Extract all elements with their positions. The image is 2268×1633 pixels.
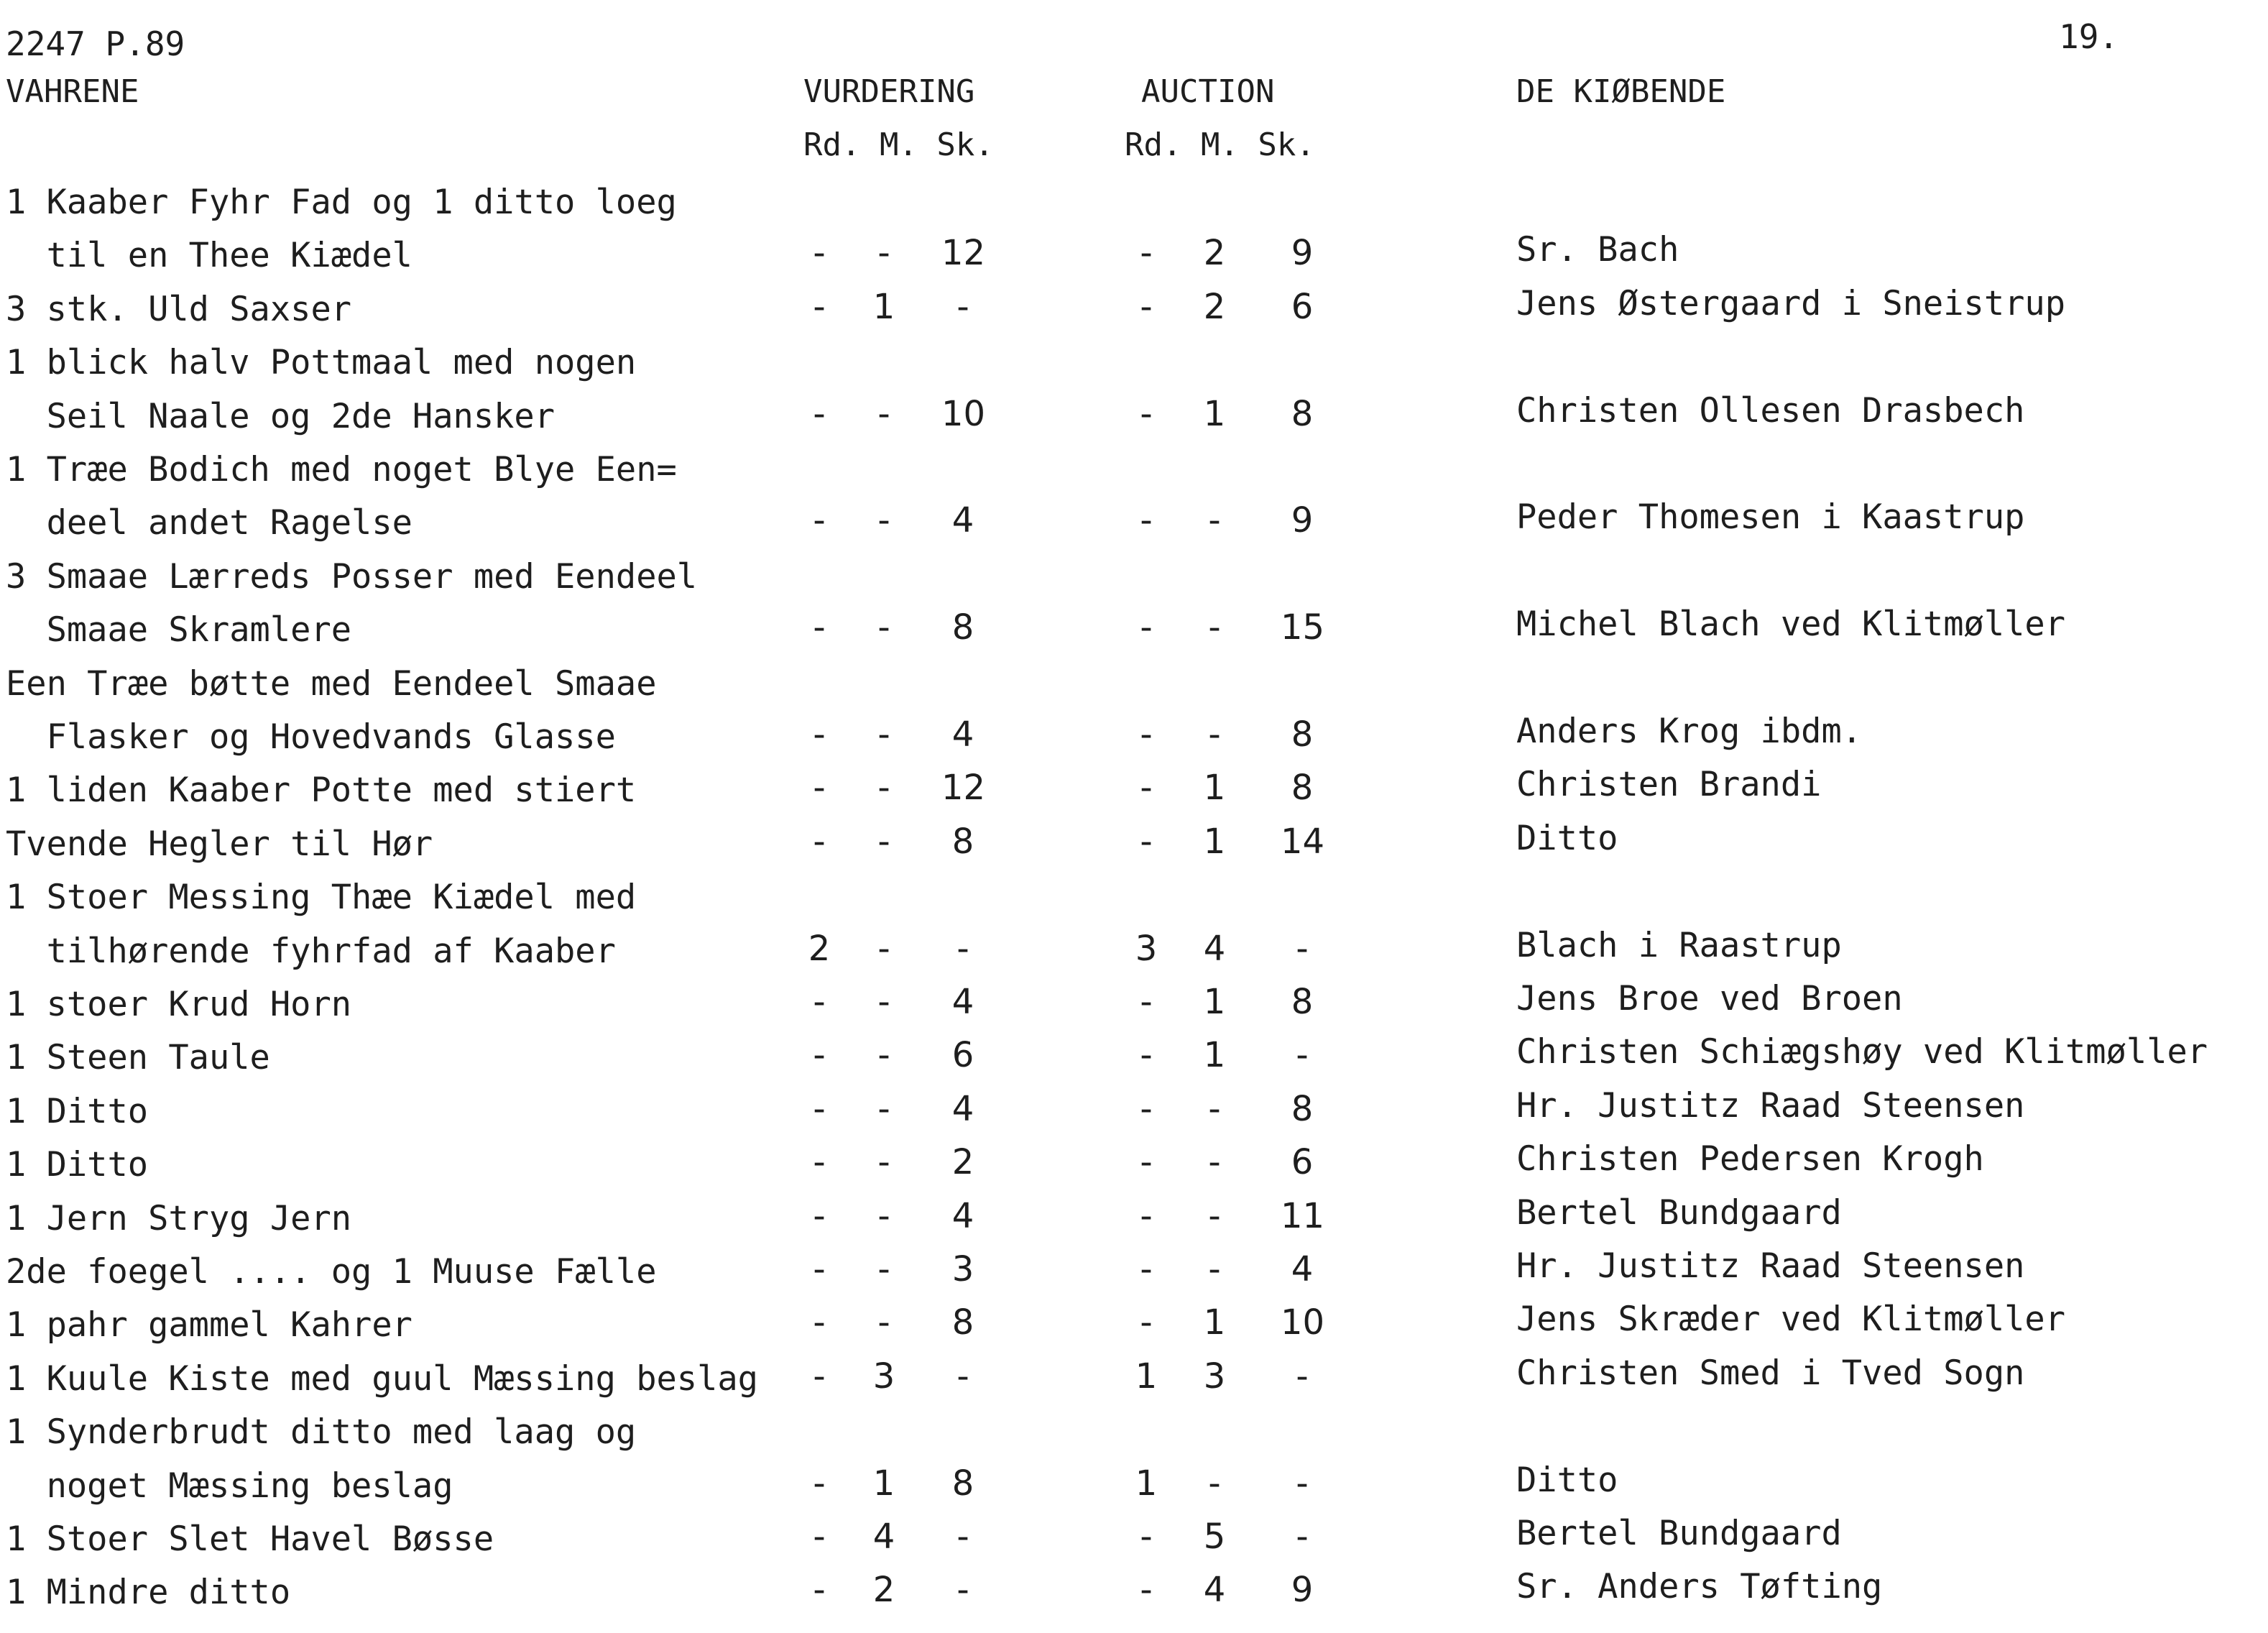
- valuation-sk-cell: 4: [951, 500, 974, 541]
- item-description-line: 1 Kuule Kiste med guul Mæssing beslag: [6, 1358, 758, 1399]
- buyer-name: Sr. Bach: [1516, 230, 1679, 270]
- valuation-rd-cell: -: [813, 1195, 826, 1236]
- item-description-line: Tvende Hegler til Hør: [6, 824, 433, 864]
- item-description-line: Smaae Skramlere: [6, 610, 352, 650]
- valuation-rd-cell: -: [813, 1356, 826, 1397]
- auction-rd-cell: -: [1140, 233, 1153, 274]
- auction-rd-cell: -: [1140, 1035, 1153, 1076]
- header-buyers: DE KIØBENDE: [1516, 73, 1726, 110]
- auction-sk-cell: 8: [1291, 768, 1314, 809]
- valuation-rd-cell: -: [813, 1035, 826, 1076]
- auction-sk-cell: -: [1296, 1463, 1309, 1504]
- valuation-rd-cell: -: [813, 1302, 826, 1343]
- buyer-name: Bertel Bundgaard: [1516, 1192, 1842, 1233]
- valuation-m-cell: 2: [872, 1570, 895, 1611]
- auction-rd-cell: -: [1140, 768, 1153, 809]
- buyer-name: Blach i Raastrup: [1516, 925, 1842, 965]
- valuation-m-cell: -: [877, 233, 890, 274]
- valuation-rd-cell: -: [813, 233, 826, 274]
- auction-sk-cell: 9: [1291, 1570, 1314, 1611]
- auction-m-cell: -: [1208, 1088, 1221, 1129]
- valuation-sk-cell: 8: [951, 607, 974, 648]
- item-description-line: 1 Jern Stryg Jern: [6, 1198, 352, 1238]
- item-description-line: 3 Smaae Lærreds Posser med Eendeel: [6, 556, 698, 597]
- valuation-rd-cell: -: [813, 1463, 826, 1504]
- valuation-sk-cell: 8: [951, 821, 974, 862]
- auction-sk-cell: -: [1296, 928, 1309, 969]
- buyer-name: Sr. Anders Tøfting: [1516, 1567, 1883, 1607]
- valuation-rd-cell: -: [813, 286, 826, 327]
- auction-rd-cell: -: [1140, 1088, 1153, 1129]
- auction-rd-cell: -: [1140, 393, 1153, 434]
- valuation-m-cell: -: [877, 1088, 890, 1129]
- valuation-m-cell: -: [877, 1302, 890, 1343]
- auction-rd-cell: -: [1140, 286, 1153, 327]
- valuation-rd-cell: -: [813, 821, 826, 862]
- auction-rd-cell: -: [1140, 1195, 1153, 1236]
- valuation-m-cell: -: [877, 928, 890, 969]
- valuation-rd-cell: -: [813, 714, 826, 755]
- valuation-sk-cell: 8: [951, 1302, 974, 1343]
- buyer-name: Ditto: [1516, 1460, 1618, 1500]
- valuation-m-cell: 1: [872, 286, 895, 327]
- valuation-m-cell: -: [877, 1142, 890, 1183]
- valuation-sk-cell: 4: [951, 714, 974, 755]
- valuation-m-cell: -: [877, 393, 890, 434]
- valuation-units: Rd. M. Sk.: [803, 126, 994, 163]
- valuation-m-cell: -: [877, 1035, 890, 1076]
- auction-rd-cell: 1: [1135, 1463, 1158, 1504]
- auction-rd-cell: -: [1140, 714, 1153, 755]
- page-number: 19.: [2059, 17, 2119, 56]
- buyer-name: Hr. Justitz Raad Steensen: [1516, 1085, 2025, 1126]
- valuation-m-cell: -: [877, 1249, 890, 1289]
- auction-rd-cell: 3: [1135, 928, 1158, 969]
- auction-rd-cell: 1: [1135, 1356, 1158, 1397]
- valuation-m-cell: -: [877, 821, 890, 862]
- auction-m-cell: -: [1208, 1195, 1221, 1236]
- auction-m-cell: 1: [1203, 982, 1226, 1022]
- item-description-line: Een Træe bøtte med Eendeel Smaae: [6, 663, 657, 704]
- auction-sk-cell: 15: [1281, 607, 1325, 648]
- auction-m-cell: 2: [1203, 286, 1226, 327]
- valuation-m-cell: 1: [872, 1463, 895, 1504]
- auction-m-cell: -: [1208, 607, 1221, 648]
- auction-sk-cell: 6: [1291, 1142, 1314, 1183]
- item-description-line: 2de foegel .... og 1 Muuse Fælle: [6, 1252, 657, 1292]
- valuation-sk-cell: -: [956, 1517, 969, 1557]
- valuation-sk-cell: 2: [951, 1142, 974, 1183]
- item-description-line: 1 Træe Bodich med noget Blye Een=: [6, 450, 677, 489]
- item-description-line: 1 blick halv Pottmaal med nogen: [6, 343, 637, 383]
- auction-m-cell: -: [1208, 1249, 1221, 1289]
- buyer-name: Christen Smed i Tved Sogn: [1516, 1353, 2025, 1393]
- auction-m-cell: 1: [1203, 1035, 1226, 1076]
- auction-sk-cell: -: [1296, 1356, 1309, 1397]
- valuation-rd-cell: -: [813, 607, 826, 648]
- valuation-rd-cell: -: [813, 982, 826, 1022]
- item-description-line: 1 Ditto: [6, 1091, 149, 1131]
- buyer-name: Jens Broe ved Broen: [1516, 979, 1903, 1018]
- auction-sk-cell: 9: [1291, 233, 1314, 274]
- item-description-line: deel andet Ragelse: [6, 503, 412, 543]
- auction-m-cell: 1: [1203, 821, 1226, 862]
- auction-sk-cell: 8: [1291, 982, 1314, 1022]
- auction-rd-cell: -: [1140, 1302, 1153, 1343]
- valuation-m-cell: -: [877, 500, 890, 541]
- valuation-rd-cell: -: [813, 1249, 826, 1289]
- item-description-line: tilhørende fyhrfad af Kaaber: [6, 931, 616, 971]
- buyer-name: Ditto: [1516, 818, 1618, 858]
- auction-m-cell: 1: [1203, 768, 1226, 809]
- valuation-sk-cell: 4: [951, 982, 974, 1022]
- item-description-line: 1 Stoer Messing Thæe Kiædel med: [6, 878, 637, 918]
- valuation-rd-cell: -: [813, 1517, 826, 1557]
- auction-m-cell: 1: [1203, 393, 1226, 434]
- valuation-m-cell: -: [877, 768, 890, 809]
- auction-m-cell: -: [1208, 1142, 1221, 1183]
- valuation-sk-cell: 6: [951, 1035, 974, 1076]
- auction-sk-cell: 14: [1281, 821, 1325, 862]
- buyer-name: Jens Østergaard i Sneistrup: [1516, 283, 2066, 323]
- buyer-name: Bertel Bundgaard: [1516, 1514, 1842, 1553]
- auction-m-cell: -: [1208, 714, 1221, 755]
- valuation-m-cell: 4: [872, 1517, 895, 1557]
- buyer-name: Anders Krog ibdm.: [1516, 712, 1863, 751]
- valuation-sk-cell: 8: [951, 1463, 974, 1504]
- valuation-m-cell: -: [877, 607, 890, 648]
- auction-m-cell: 4: [1203, 1570, 1226, 1611]
- auction-m-cell: -: [1208, 500, 1221, 541]
- auction-m-cell: 4: [1203, 928, 1226, 969]
- valuation-sk-cell: 12: [941, 768, 986, 809]
- valuation-rd-cell: 2: [808, 928, 831, 969]
- valuation-m-cell: -: [877, 1195, 890, 1236]
- item-description-line: 1 liden Kaaber Potte med stiert: [6, 770, 637, 811]
- auction-sk-cell: -: [1296, 1035, 1309, 1076]
- valuation-sk-cell: 4: [951, 1088, 974, 1129]
- buyer-name: Christen Ollesen Drasbech: [1516, 390, 2025, 431]
- item-description-line: 3 stk. Uld Saxser: [6, 289, 352, 329]
- document-reference: 2247 P.89: [6, 24, 185, 63]
- valuation-rd-cell: -: [813, 768, 826, 809]
- auction-sk-cell: 4: [1291, 1249, 1314, 1289]
- item-description-line: 1 Kaaber Fyhr Fad og 1 ditto loeg: [6, 183, 677, 222]
- valuation-sk-cell: 3: [951, 1249, 974, 1289]
- valuation-rd-cell: -: [813, 1088, 826, 1129]
- item-description-line: 1 pahr gammel Kahrer: [6, 1305, 412, 1346]
- auction-sk-cell: 11: [1281, 1195, 1325, 1236]
- valuation-sk-cell: 10: [941, 393, 986, 434]
- header-valuation: VURDERING: [803, 73, 975, 110]
- item-description-line: 1 Stoer Slet Havel Bøsse: [6, 1519, 494, 1559]
- item-description-line: Flasker og Hovedvands Glasse: [6, 717, 616, 757]
- auction-m-cell: 5: [1203, 1517, 1226, 1557]
- header-wares: VAHRENE: [6, 73, 139, 110]
- valuation-rd-cell: -: [813, 1570, 826, 1611]
- buyer-name: Jens Skræder ved Klitmøller: [1516, 1300, 2066, 1340]
- item-description-line: Seil Naale og 2de Hansker: [6, 396, 556, 436]
- auction-sk-cell: 9: [1291, 500, 1314, 541]
- auction-rd-cell: -: [1140, 500, 1153, 541]
- valuation-sk-cell: -: [956, 1356, 969, 1397]
- auction-m-cell: 1: [1203, 1302, 1226, 1343]
- valuation-m-cell: -: [877, 714, 890, 755]
- auction-rd-cell: -: [1140, 1249, 1153, 1289]
- valuation-rd-cell: -: [813, 1142, 826, 1183]
- auction-sk-cell: 10: [1281, 1302, 1325, 1343]
- valuation-sk-cell: -: [956, 286, 969, 327]
- valuation-sk-cell: 4: [951, 1195, 974, 1236]
- auction-m-cell: -: [1208, 1463, 1221, 1504]
- valuation-rd-cell: -: [813, 500, 826, 541]
- item-description-line: noget Mæssing beslag: [6, 1466, 453, 1506]
- auction-sk-cell: 8: [1291, 714, 1314, 755]
- auction-sk-cell: -: [1296, 1517, 1309, 1557]
- buyer-name: Christen Pedersen Krogh: [1516, 1139, 1984, 1179]
- auction-rd-cell: -: [1140, 821, 1153, 862]
- auction-rd-cell: -: [1140, 982, 1153, 1022]
- header-auction: AUCTION: [1141, 73, 1275, 110]
- item-description-line: 1 stoer Krud Horn: [6, 985, 352, 1024]
- item-description-line: 1 Steen Taule: [6, 1038, 270, 1078]
- auction-sk-cell: 8: [1291, 393, 1314, 434]
- auction-sk-cell: 6: [1291, 286, 1314, 327]
- valuation-m-cell: 3: [872, 1356, 895, 1397]
- auction-m-cell: 2: [1203, 233, 1226, 274]
- valuation-rd-cell: -: [813, 393, 826, 434]
- auction-rd-cell: -: [1140, 1517, 1153, 1557]
- valuation-m-cell: -: [877, 982, 890, 1022]
- item-description-line: 1 Ditto: [6, 1145, 149, 1185]
- auction-rd-cell: -: [1140, 607, 1153, 648]
- auction-rd-cell: -: [1140, 1570, 1153, 1611]
- valuation-sk-cell: -: [956, 1570, 969, 1611]
- buyer-name: Michel Blach ved Klitmøller: [1516, 604, 2066, 645]
- auction-rd-cell: -: [1140, 1142, 1153, 1183]
- auction-sk-cell: 8: [1291, 1088, 1314, 1129]
- item-description-line: 1 Mindre ditto: [6, 1573, 291, 1613]
- item-description-line: til en Thee Kiædel: [6, 236, 412, 276]
- auction-m-cell: 3: [1203, 1356, 1226, 1397]
- valuation-sk-cell: -: [956, 928, 969, 969]
- buyer-name: Christen Schiægshøy ved Klitmøller: [1516, 1032, 2208, 1072]
- buyer-name: Hr. Justitz Raad Steensen: [1516, 1246, 2025, 1286]
- buyer-name: Christen Brandi: [1516, 765, 1822, 805]
- item-description-line: 1 Synderbrudt ditto med laag og: [6, 1412, 637, 1453]
- auction-units: Rd. M. Sk.: [1125, 126, 1315, 163]
- buyer-name: Peder Thomesen i Kaastrup: [1516, 497, 2025, 538]
- valuation-sk-cell: 12: [941, 233, 986, 274]
